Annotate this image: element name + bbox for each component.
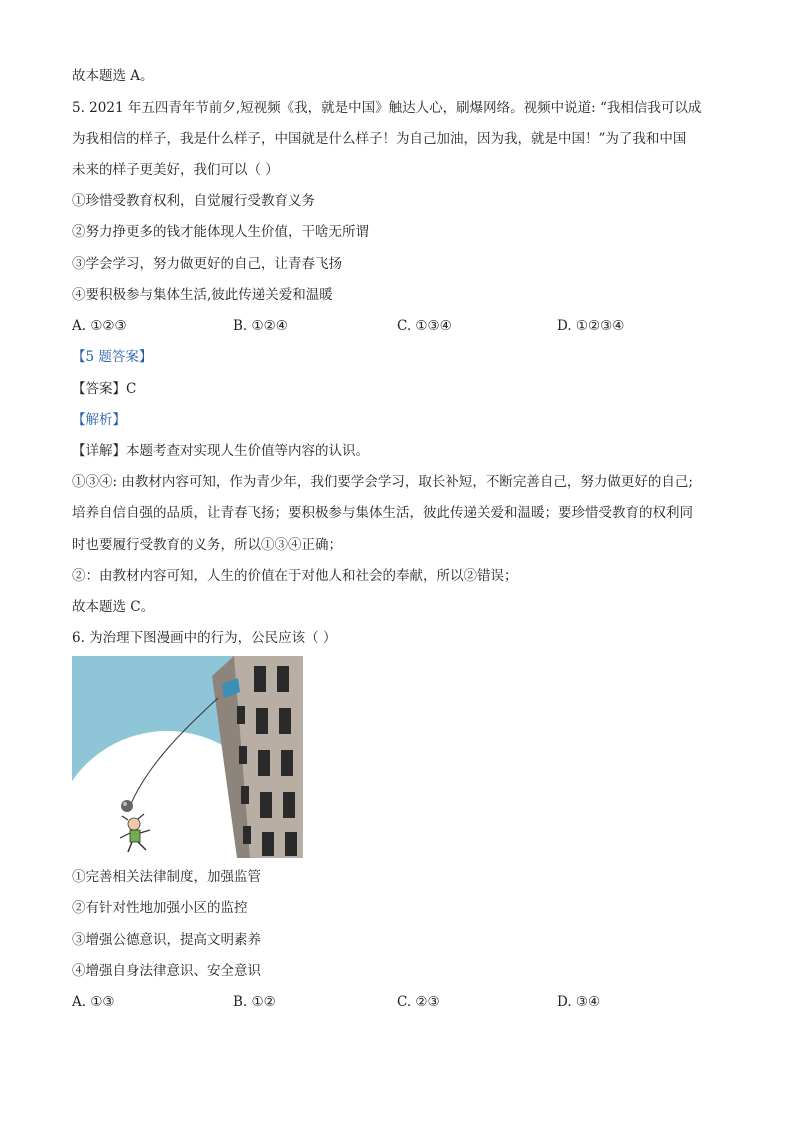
q5-stem-line-1: 5. 2021 年五四青年节前夕,短视频《我，就是中国》触达人心，刷爆网络。视频中说道: “我相信我可以成 [72,100,702,116]
q5-option-d: D. ①②③④ [557,318,625,334]
q5-option-c: C. ①③④ [397,318,452,334]
q5-item-1: ①珍惜受教育权利，自觉履行受教育义务 [72,193,315,209]
q5-answer: 【答案】C [72,381,137,397]
q5-conclusion: 故本题选 C。 [72,599,155,615]
previous-conclusion: 故本题选 A。 [72,68,154,84]
q5-explanation-4: ②：由教材内容可知，人生的价值在于对他人和社会的奉献，所以②错误； [72,568,518,584]
cartoon-falling-object [72,656,303,858]
q6-option-b: B. ①② [233,994,276,1010]
q5-explanation-1: ①③④: 由教材内容可知，作为青少年，我们要学会学习，取长补短，不断完善自己，努力做更好的自己; [72,474,693,490]
q5-option-b: B. ①②④ [233,318,288,334]
q5-explanation-3: 时也要履行受教育的义务，所以①③④正确； [72,537,342,553]
q5-answer-header: 【5 题答案】 [72,349,153,365]
falling-object-icon [121,800,133,812]
q5-stem-line-3: 未来的样子更美好，我们可以（ ） [72,162,279,178]
q6-option-a: A. ①③ [72,994,115,1010]
q5-item-3: ③学会学习，努力做更好的自己，让青春飞扬 [72,256,342,272]
q5-explanation-2: 培养自信自强的品质，让青春飞扬；要积极参与集体生活，彼此传递关爱和温暖；要珍惜受教育的权利同 [72,505,693,521]
q6-item-1: ①完善相关法律制度，加强监管 [72,869,261,885]
q6-option-d: D. ③④ [557,994,601,1010]
q6-stem: 6. 为治理下图漫画中的行为，公民应该（ ） [72,630,337,646]
q6-item-2: ②有针对性地加强小区的监控 [72,900,248,916]
q6-item-4: ④增强自身法律意识、安全意识 [72,963,261,979]
q5-option-a: A. ①②③ [72,318,127,334]
q5-item-4: ④要积极参与集体生活,彼此传递关爱和温暖 [72,287,333,303]
q5-item-2: ②努力挣更多的钱才能体现人生价值，干啥无所谓 [72,224,369,240]
q5-detail: 【详解】本题考查对实现人生价值等内容的认识。 [72,443,369,459]
q5-stem-line-2: 为我相信的样子，我是什么样子，中国就是什么样子！为自己加油，因为我，就是中国！”为了我和中国 [72,131,687,147]
q5-analysis-header: 【解析】 [72,412,126,428]
q6-item-3: ③增强公德意识，提高文明素养 [72,932,261,948]
q6-option-c: C. ②③ [397,994,440,1010]
